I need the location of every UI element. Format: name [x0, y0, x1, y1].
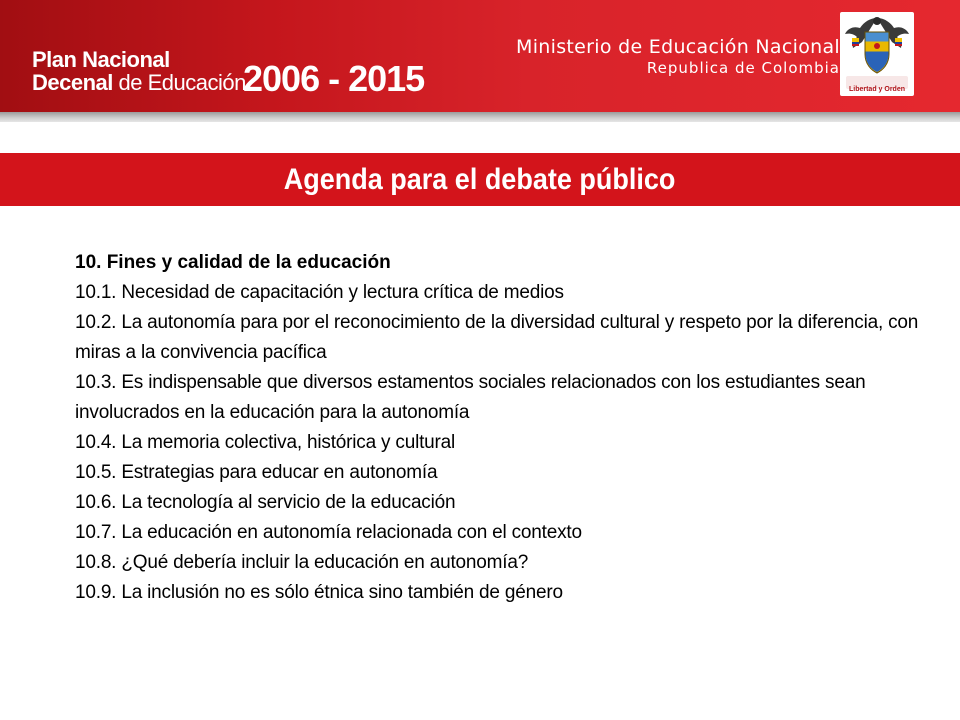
list-item: 10.6. La tecnología al servicio de la educación: [75, 492, 456, 513]
list-item: 10.7. La educación en autonomía relacionada con el contexto: [75, 522, 582, 543]
section-heading: 10. Fines y calidad de la educación: [75, 252, 391, 273]
list-item: 10.1. Necesidad de capacitación y lectura crítica de medios: [75, 282, 564, 303]
plan-title-line2: [32, 70, 246, 96]
title-band: [0, 153, 960, 206]
plan-title-line1: Plan Nacional: [32, 47, 170, 72]
list-item: 10.8. ¿Qué debería incluir la educación en autonomía?: [75, 552, 529, 573]
coat-of-arms-icon: [840, 12, 914, 96]
page-title: Agenda para el debate público: [284, 163, 676, 196]
plan-title-education: de Educación: [112, 70, 246, 95]
list-item: 10.5. Estrategias para educar en autonomía: [75, 462, 438, 483]
header-divider: [0, 112, 960, 122]
list-item: 10.2. La autonomía para por el reconocimiento de la diversidad cultural y respeto por la diferencia, con miras a la convivencia pacífica: [75, 312, 919, 363]
list-item: 10.4. La memoria colectiva, histórica y cultural: [75, 432, 456, 453]
agenda-content: [75, 248, 925, 608]
republic-name: Republica de Colombia: [646, 59, 840, 77]
plan-years: 2006 - 2015: [243, 58, 425, 99]
seal-motto: Libertad y Orden: [848, 86, 905, 93]
plan-title-decenal: Decenal: [32, 70, 113, 95]
coat-of-arms-logo: [840, 12, 914, 96]
ministry-name: Ministerio de Educación Nacional: [516, 36, 840, 58]
list-item: 10.9. La inclusión no es sólo étnica sino también de género: [75, 582, 563, 603]
list-item: 10.3. Es indispensable que diversos estamentos sociales relacionados con los estudiantes sean involucrados en la educación para la autonomía: [75, 372, 866, 423]
header-banner: [0, 0, 960, 112]
